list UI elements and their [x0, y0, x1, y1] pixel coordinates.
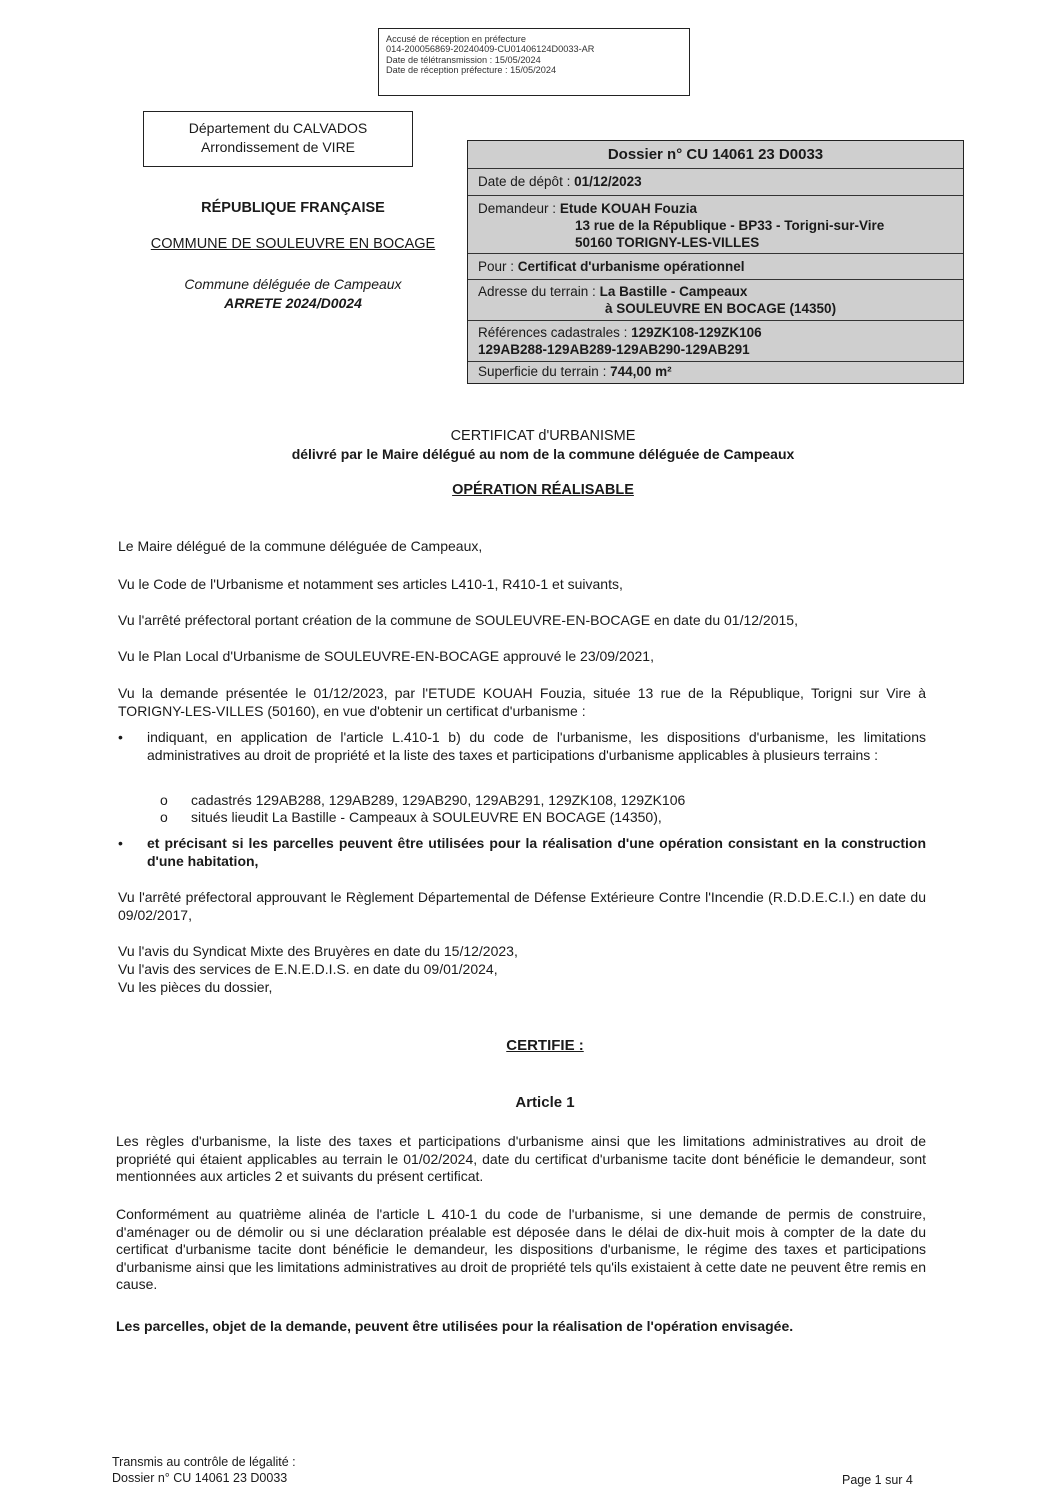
reception-stamp [378, 28, 690, 96]
republique-heading: RÉPUBLIQUE FRANÇAISE [201, 200, 385, 216]
adresse-line-2: à SOULEUVRE EN BOCAGE (14350) [605, 301, 837, 316]
bullet-marker: • [118, 729, 123, 745]
dossier-pour [468, 254, 963, 280]
stamp-line: Date de télétransmission : 15/05/2024 [386, 54, 541, 65]
vu-rddeci: Vu l'arrêté préfectoral approuvant le Règlement Départemental de Défense Extérieure Contre l'Incendie (R.D.D.E.C.I.) en date du 09/02/2017, [118, 889, 926, 923]
pour-label: Pour : [478, 259, 515, 274]
commune-deleguee: Commune déléguée de Campeaux [184, 276, 402, 292]
article-1-paragraph-3: Les parcelles, objet de la demande, peuvent être utilisées pour la réalisation de l'opération envisagée. [116, 1318, 794, 1334]
commune-heading: COMMUNE DE SOULEUVRE EN BOCAGE [150, 236, 436, 252]
department-name: Département du CALVADOS [188, 120, 368, 136]
depot-value: 01/12/2023 [574, 174, 642, 189]
stamp-line: Date de réception préfecture : 15/05/2024 [386, 65, 557, 76]
references-label: Références cadastrales : [478, 325, 628, 340]
dossier-references [468, 321, 963, 362]
article-1-paragraph-2: Conformément au quatrième alinéa de l'article L 410-1 du code de l'urbanisme, si une demande de permis de construire, d'aménager ou de démolir ou si une déclaration préalable est déposée dans le délai de dix-huit mois à compter de la date du certificat d'urbanisme tacite dont bénéficie le demandeur, les dispositions d'urbanisme, le régime des taxes et participations d'urbanisme ainsi que les limitations administratives au droit de propriété tels qu'ils existaient à cette date ne peuvent être remis en cause. [116, 1206, 926, 1292]
bullet-marker: • [118, 835, 123, 851]
certificat-title: CERTIFICAT d'URBANISME [450, 428, 636, 444]
superficie-value: 744,00 m² [610, 364, 672, 379]
vu-demande: Vu la demande présentée le 01/12/2023, par l'ETUDE KOUAH Fouzia, située 13 rue de la République, Torigni sur Vire à TORIGNY-LES-VILLES (50160), en vue d'obtenir un certificat d'urbanisme : [118, 685, 926, 719]
dossier-depot [468, 169, 963, 196]
adresse-label: Adresse du terrain : [478, 284, 596, 299]
bullet-precisant: et précisant si les parcelles peuvent être utilisées pour la réalisation d'une opération consistant en la construction d'une habitation, [147, 835, 926, 869]
sub-bullet-situes: situés lieudit La Bastille - Campeaux à SOULEUVRE EN BOCAGE (14350), [191, 809, 662, 825]
sub-bullet-marker: o [160, 809, 168, 825]
sub-bullet-marker: o [160, 792, 168, 808]
demandeur-name: Etude KOUAH Fouzia [559, 201, 698, 216]
dossier-box [467, 140, 964, 384]
page-number: Page 1 sur 4 [842, 1473, 913, 1487]
arrondissement-name: Arrondissement de VIRE [200, 139, 356, 155]
demandeur-address-1: 13 rue de la République - BP33 - Torigni-sur-Vire [575, 218, 885, 233]
footer-dossier: Dossier n° CU 14061 23 D0033 [112, 1471, 288, 1485]
dossier-adresse [468, 280, 963, 321]
dossier-demandeur [468, 196, 963, 254]
department-box [143, 111, 413, 167]
depot-label: Date de dépôt : [478, 174, 571, 189]
vu-code-urbanisme: Vu le Code de l'Urbanisme et notamment ses articles L410-1, R410-1 et suivants, [118, 576, 623, 592]
article-1-paragraph-1: Les règles d'urbanisme, la liste des taxes et participations d'urbanisme ainsi que les limitations administratives au droit de propriété qui étaient applicables au terrain le 01/02/2024, date du certificat d'urbanisme tacite dont bénéficie le demandeur, sont mentionnées aux articles 2 et suivants du présent certificat. [116, 1133, 926, 1184]
demandeur-label: Demandeur : [478, 201, 557, 216]
certificat-subtitle: délivré par le Maire délégué au nom de la commune déléguée de Campeaux [291, 446, 795, 462]
vu-pieces: Vu les pièces du dossier, [118, 979, 273, 995]
dossier-title: Dossier n° CU 14061 23 D0033 [468, 141, 963, 169]
pour-value: Certificat d'urbanisme opérationnel [517, 259, 745, 274]
stamp-line: Accusé de réception en préfecture [386, 34, 526, 44]
vu-plu: Vu le Plan Local d'Urbanisme de SOULEUVRE-EN-BOCAGE approuvé le 23/09/2021, [118, 648, 654, 664]
references-line-1: 129ZK108-129ZK106 [631, 325, 762, 340]
footer-transmis: Transmis au contrôle de légalité : [112, 1455, 296, 1469]
vu-syndicat: Vu l'avis du Syndicat Mixte des Bruyères en date du 15/12/2023, [118, 943, 518, 959]
bullet-indiquant: indiquant, en application de l'article L.410-1 b) du code de l'urbanisme, les dispositions d'urbanisme, les limitations administratives au droit de propriété et la liste des taxes et participations d'urbanisme applicables à plusieurs terrains : [147, 729, 926, 763]
dossier-superficie [468, 362, 963, 382]
superficie-label: Superficie du terrain : [478, 364, 607, 379]
operation-status: OPÉRATION RÉALISABLE [452, 482, 634, 498]
references-line-2: 129AB288-129AB289-129AB290-129AB291 [478, 342, 750, 357]
arrete-number: ARRETE 2024/D0024 [224, 295, 362, 311]
vu-enedis: Vu l'avis des services de E.N.E.D.I.S. en date du 09/01/2024, [118, 961, 498, 977]
stamp-line: 014-200056869-20240409-CU01406124D0033-AR [386, 44, 595, 55]
article-1-heading: Article 1 [515, 1094, 575, 1111]
intro-maire: Le Maire délégué de la commune déléguée de Campeaux, [118, 538, 483, 554]
sub-bullet-cadastres: cadastrés 129AB288, 129AB289, 129AB290, 129AB291, 129ZK108, 129ZK106 [191, 792, 686, 808]
adresse-line-1: La Bastille - Campeaux [599, 284, 748, 299]
demandeur-address-2: 50160 TORIGNY-LES-VILLES [575, 235, 760, 250]
vu-arrete-creation: Vu l'arrêté préfectoral portant création de la commune de SOULEUVRE-EN-BOCAGE en date du 01/12/2015, [118, 612, 798, 628]
certifie-heading: CERTIFIE : [506, 1037, 584, 1054]
